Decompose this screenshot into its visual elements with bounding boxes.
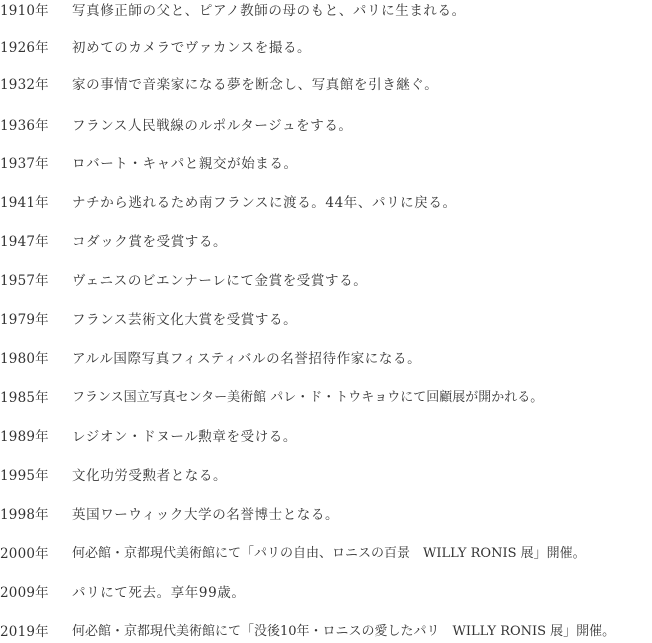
timeline-event: 初めてのカメラでヴァカンスを撮る。 bbox=[72, 40, 312, 56]
timeline-entry bbox=[0, 348, 652, 370]
timeline-year: 1941年 bbox=[0, 195, 49, 211]
timeline-event: パリにて死去。享年99歳。 bbox=[72, 585, 246, 601]
timeline-event: 英国ワーウィック大学の名誉博士となる。 bbox=[72, 507, 340, 523]
timeline-year: 1947年 bbox=[0, 234, 49, 250]
timeline-event: 家の事情で音楽家になる夢を断念し、写真館を引き継ぐ。 bbox=[72, 77, 439, 93]
timeline-event: ヴェニスのビエンナーレにて金賞を受賞する。 bbox=[72, 273, 368, 289]
timeline-entry bbox=[0, 309, 652, 331]
timeline-year: 1979年 bbox=[0, 312, 49, 328]
timeline-event: フランス人民戦線のルポルタージュをする。 bbox=[72, 118, 353, 134]
timeline-entry bbox=[0, 387, 652, 409]
timeline-event: 文化功労受勲者となる。 bbox=[72, 468, 228, 484]
timeline-year: 1932年 bbox=[0, 77, 49, 93]
timeline-year: 1936年 bbox=[0, 118, 49, 134]
timeline-year: 1989年 bbox=[0, 429, 49, 445]
timeline-entry bbox=[0, 504, 652, 526]
timeline-entry bbox=[0, 465, 652, 487]
timeline-year: 1910年 bbox=[0, 3, 49, 19]
timeline-event: 何必館・京都現代美術館にて「没後10年・ロニスの愛したパリ WILLY RONIS 展」開催。 bbox=[72, 624, 616, 639]
timeline-entry bbox=[0, 192, 652, 214]
timeline-year: 1957年 bbox=[0, 273, 49, 289]
timeline-event: コダック賞を受賞する。 bbox=[72, 234, 228, 250]
timeline-event: ロバート・キャパと親交が始まる。 bbox=[72, 156, 298, 172]
timeline-entry bbox=[0, 153, 652, 175]
timeline-year: 1985年 bbox=[0, 390, 49, 406]
timeline-year: 2009年 bbox=[0, 585, 49, 601]
timeline-entry bbox=[0, 37, 652, 59]
timeline-event: フランス国立写真センター美術館 パレ・ド・トウキョウにて回顧展が開かれる。 bbox=[72, 390, 544, 405]
timeline-entry bbox=[0, 74, 652, 96]
timeline-entry bbox=[0, 115, 652, 137]
timeline-entry bbox=[0, 582, 652, 604]
timeline-event: 写真修正師の父と、ピアノ教師の母のもと、パリに生まれる。 bbox=[72, 3, 466, 19]
timeline-event: ナチから逃れるため南フランスに渡る。44年、パリに戻る。 bbox=[72, 195, 457, 211]
timeline-entry bbox=[0, 231, 652, 253]
timeline-event: レジオン・ドヌール勲章を受ける。 bbox=[72, 429, 297, 445]
timeline-entry bbox=[0, 543, 652, 565]
timeline-event: フランス芸術文化大賞を受賞する。 bbox=[72, 312, 298, 328]
timeline-year: 1995年 bbox=[0, 468, 49, 484]
timeline-year: 1980年 bbox=[0, 351, 49, 367]
timeline-year: 1998年 bbox=[0, 507, 49, 523]
timeline-entry bbox=[0, 270, 652, 292]
timeline-year: 2000年 bbox=[0, 546, 49, 562]
timeline-year: 2019年 bbox=[0, 624, 49, 640]
timeline-year: 1937年 bbox=[0, 156, 49, 172]
timeline-entry bbox=[0, 621, 652, 643]
timeline-entry bbox=[0, 426, 652, 448]
timeline-event: 何必館・京都現代美術館にて「パリの自由、ロニスの百景 WILLY RONIS 展」開催。 bbox=[72, 546, 586, 561]
timeline-event: アルル国際写真フィスティバルの名誉招待作家になる。 bbox=[72, 351, 422, 367]
timeline-entry bbox=[0, 0, 652, 22]
timeline-year: 1926年 bbox=[0, 40, 49, 56]
